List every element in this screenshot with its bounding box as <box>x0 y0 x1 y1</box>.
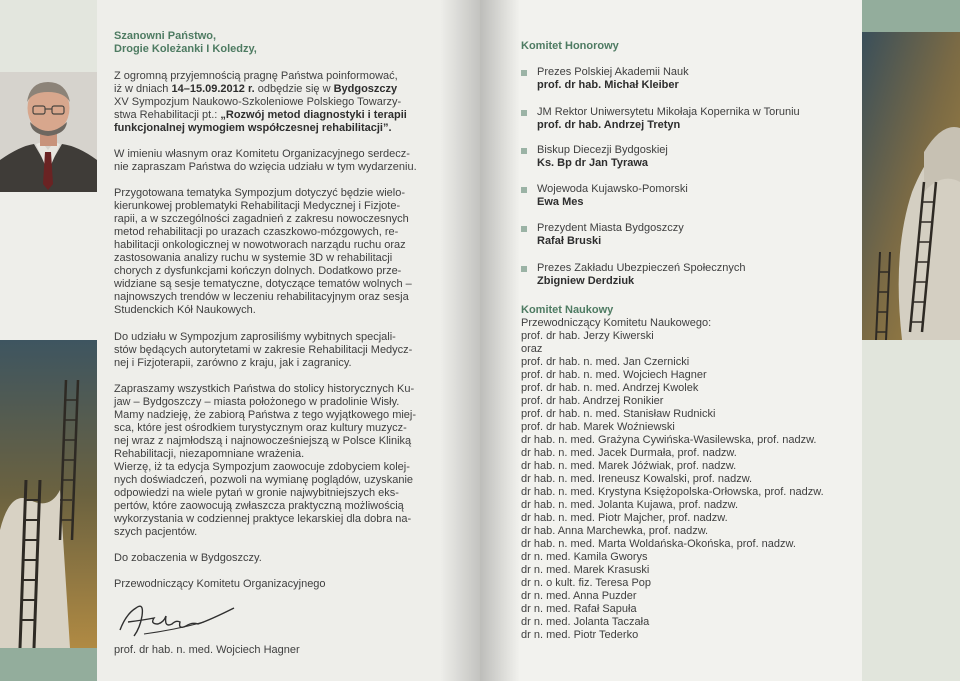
text-line: jaw – Bydgoszczy – miasta położonego w pradolinie Wisły. <box>114 396 400 408</box>
member-role: Wojewoda Kujawsko-Pomorski <box>537 183 688 195</box>
signer-name: prof. dr hab. n. med. Wojciech Hagner <box>114 644 300 656</box>
page-gutter-shadow <box>440 0 480 681</box>
right-bottom-strip <box>862 340 960 681</box>
left-decorative-artwork <box>0 340 97 648</box>
committee-list-item: dr hab. n. med. Ireneusz Kowalski, prof. nadzw. <box>521 473 753 485</box>
square-bullet-icon <box>521 148 527 154</box>
committee-list-item: dr n. o kult. fiz. Teresa Pop <box>521 577 652 589</box>
science-committee-list <box>521 317 861 642</box>
page-gutter-shadow <box>480 0 520 681</box>
text-line: kierunkowej problematyki Rehabilitacji Medycznej i Fizjote- <box>114 200 401 212</box>
committee-list-item: dr n. med. Piotr Tederko <box>521 629 639 641</box>
committee-list-item: dr hab. n. med. Marta Woldańska-Okońska, prof. nadzw. <box>521 538 796 550</box>
member-role: JM Rektor Uniwersytetu Mikołaja Kopernika w Toruniu <box>537 106 800 118</box>
closing-line: Do zobaczenia w Bydgoszczy. <box>114 552 262 564</box>
square-bullet-icon <box>521 70 527 76</box>
committee-list-item: dr n. med. Kamila Gworys <box>521 551 648 563</box>
text-run: stwa Rehabilitacji pt.: <box>114 109 221 121</box>
event-title: funkcjonalnej wymogiem współczesnej rehabilitacji”. <box>114 122 392 134</box>
text-line: odpowiedzi na wiele pytań w gronie najwybitniejszych eks- <box>114 487 399 499</box>
signer-role: Przewodniczący Komitetu Organizacyjnego <box>114 578 326 590</box>
member-role: Prezes Zakładu Ubezpieczeń Społecznych <box>537 262 746 274</box>
member-name: Ks. Bp dr Jan Tyrawa <box>537 157 649 169</box>
member-name: prof. dr hab. Andrzej Tretyn <box>537 119 681 131</box>
square-bullet-icon <box>521 266 527 272</box>
text-line: nej wraz z najmłodszą i najnowocześniejszą w Polsce Kliniką <box>114 435 412 447</box>
text-line: najnowszych trendów w leczeniu rehabilitacyjnym oraz sesja <box>114 291 409 303</box>
author-portrait <box>0 72 97 192</box>
greeting-line: Drogie Koleżanki I Koledzy, <box>114 43 257 55</box>
greeting-line: Szanowni Państwo, <box>114 30 217 42</box>
text-line: szych pacjentów. <box>114 526 198 538</box>
text-run: XV Sympozjum Naukowo-Szkoleniowe Polskiego Towarzy- <box>114 96 402 108</box>
committee-list-item: dr n. med. Anna Puzder <box>521 590 637 602</box>
science-committee-title: Komitet Naukowy <box>521 304 614 316</box>
member-role: Biskup Diecezji Bydgoskiej <box>537 144 668 156</box>
committee-list-item: Przewodniczący Komitetu Naukowego: <box>521 317 712 329</box>
committee-list-item: dr hab. n. med. Grażyna Cywińska-Wasilewska, prof. nadzw. <box>521 434 817 446</box>
invitation-paragraph <box>114 148 440 174</box>
intro-line <box>114 96 440 109</box>
text-line: widziane są sesje tematyczne, dotyczące tematów wolnych – <box>114 278 412 290</box>
square-bullet-icon <box>521 187 527 193</box>
committee-list-item: prof. dr hab. n. med. Wojciech Hagner <box>521 369 707 381</box>
text-line: Studenckich Kół Naukowych. <box>114 304 256 316</box>
intro-line <box>114 109 440 122</box>
committee-list-item: prof. dr hab. n. med. Jan Czernicki <box>521 356 690 368</box>
committee-list-item: prof. dr hab. n. med. Stanisław Rudnicki <box>521 408 716 420</box>
text-line: rapii, a w szczególności zagadnień z zakresu nowoczesnych <box>114 213 409 225</box>
text-line: habilitacji onkologicznej w nowotworach narządu ruchu oraz <box>114 239 406 251</box>
text-line: chorych z dysfunkcjami kończyn dolnych. Dodatkowo prze- <box>114 265 402 277</box>
text-line: Przygotowana tematyka Sympozjum dotyczyć będzie wielo- <box>114 187 406 199</box>
text-line: Rehabilitacji, niezapomniane wrażenia. <box>114 448 305 460</box>
committee-list-item: prof. dr hab. n. med. Andrzej Kwolek <box>521 382 699 394</box>
committee-list-item: dr n. med. Marek Krasuski <box>521 564 650 576</box>
text-line: nej i Fizjoterapii, zarówno z kraju, jak i zagranicy. <box>114 357 352 369</box>
text-run: iż w dniach <box>114 83 172 95</box>
member-name: Ewa Mes <box>537 196 584 208</box>
committee-list-item: dr n. med. Jolanta Taczała <box>521 616 650 628</box>
committee-list-item: dr hab. Anna Marchewka, prof. nadzw. <box>521 525 709 537</box>
text-line: nie zapraszam Państwa do wzięcia udziału w tym wydarzeniu. <box>114 161 417 173</box>
text-line: Wierzę, iż ta edycja Sympozjum zaowocuje zdobyciem kolej- <box>114 461 410 473</box>
right-decorative-artwork <box>862 32 960 340</box>
text-line: stów będących autorytetami w zakresie Rehabilitacji Medycz- <box>114 344 413 356</box>
text-line: Do udziału w Sympozjum zaprosiliśmy wybitnych specjali- <box>114 331 396 343</box>
text-line: Mamy nadzieję, że zabiorą Państwa z tego wyjątkowego miej- <box>114 409 417 421</box>
intro-line <box>114 122 440 135</box>
member-role: Prezes Polskiej Akademii Nauk <box>537 66 689 78</box>
committee-list-item: dr hab. n. med. Jacek Durmała, prof. nadzw. <box>521 447 737 459</box>
text-line: pertów, które zaowocują zwłaszcza praktyczną możliwością <box>114 500 404 512</box>
committee-list-item: oraz <box>521 343 543 355</box>
committee-list-item: dr n. med. Rafał Sapuła <box>521 603 637 615</box>
left-top-strip <box>0 0 97 72</box>
event-date: 14–15.09.2012 r. <box>171 83 255 95</box>
city-paragraph <box>114 383 440 539</box>
intro-line <box>114 83 440 96</box>
intro-paragraph <box>114 70 440 135</box>
text-line: wykorzystania w codziennej praktyce lekarskiej dla dobra na- <box>114 513 412 525</box>
text-run: Z ogromną przyjemnością pragnę Państwa poinformować, <box>114 70 398 82</box>
text-run: odbędzie się w <box>254 83 334 95</box>
square-bullet-icon <box>521 226 527 232</box>
committee-list-item: dr hab. n. med. Jolanta Kujawa, prof. nadzw. <box>521 499 739 511</box>
committee-list-item: prof. dr hab. Jerzy Kiwerski <box>521 330 654 342</box>
left-bottom-strip <box>0 648 97 681</box>
honor-committee-title: Komitet Honorowy <box>521 40 619 52</box>
committee-list-item: prof. dr hab. Andrzej Ronikier <box>521 395 664 407</box>
text-line: zastosowania analizy ruchu w systemie 3D w rehabilitacji <box>114 252 393 264</box>
square-bullet-icon <box>521 110 527 116</box>
committee-list-item: prof. dr hab. Marek Woźniewski <box>521 421 675 433</box>
event-city: Bydgoszczy <box>333 83 398 95</box>
greeting <box>114 30 440 56</box>
right-top-strip <box>862 0 960 32</box>
topics-paragraph <box>114 187 440 317</box>
event-title: „Rozwój metod diagnostyki i terapii <box>220 109 407 121</box>
handwritten-signature <box>114 594 244 642</box>
member-role: Prezydent Miasta Bydgoszczy <box>537 222 684 234</box>
member-name: prof. dr hab. Michał Kleiber <box>537 79 679 91</box>
text-line: sca, które jest ośrodkiem turystycznym oraz kultury muzycz- <box>114 422 407 434</box>
speakers-paragraph <box>114 331 440 370</box>
text-line: metod rehabilitacji po urazach czaszkowo-mózgowych, re- <box>114 226 399 238</box>
committee-list-item: dr hab. n. med. Marek Jóźwiak, prof. nadzw. <box>521 460 737 472</box>
text-line: Zapraszamy wszystkich Państwa do stolicy historycznych Ku- <box>114 383 415 395</box>
committee-list-item: dr hab. n. med. Piotr Majcher, prof. nadzw. <box>521 512 728 524</box>
member-name: Rafał Bruski <box>537 235 602 247</box>
intro-line <box>114 70 440 83</box>
member-name: Zbigniew Derdziuk <box>537 275 635 287</box>
text-line: W imieniu własnym oraz Komitetu Organizacyjnego serdecz- <box>114 148 410 160</box>
committee-list-item: dr hab. n. med. Krystyna Księżopolska-Orłowska, prof. nadzw. <box>521 486 824 498</box>
text-line: nych doświadczeń, pozwoli na wymianę poglądów, uzyskanie <box>114 474 414 486</box>
